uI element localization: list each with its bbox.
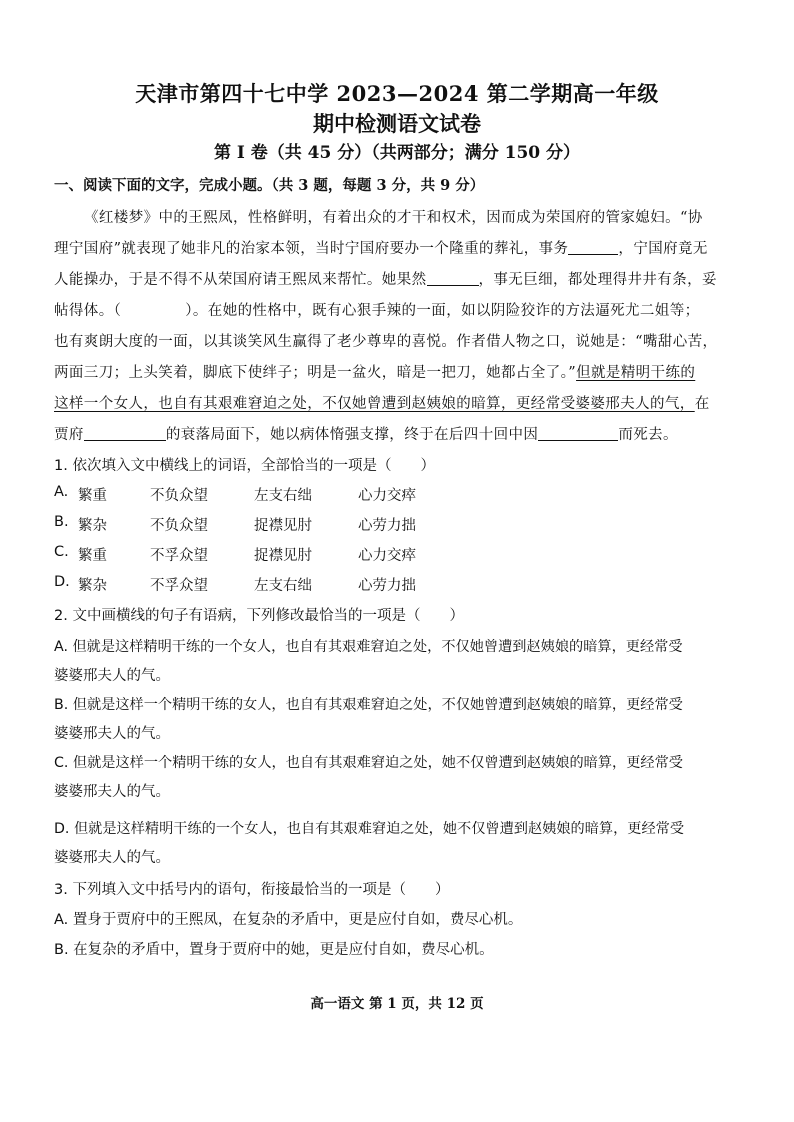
option-word: 心劳力拙 — [358, 578, 416, 594]
q2-option-d[interactable]: D. 但就是这样精明干练的一个女人，也自有其艰难窘迫之处，她不仅曾遭到赵姨娘的暗算，更经常受 — [54, 821, 685, 837]
page-footer: 高一语文 第 1 页，共 12 页 — [310, 996, 484, 1012]
q2-option-a-cont: 婆婆邢夫人的气。 — [54, 668, 170, 684]
option-word: 繁重 — [78, 548, 107, 564]
fill-blank-4 — [538, 426, 618, 441]
passage-text: 两面三刀；上头笑着，脚底下使绊子；明是一盆火，暗是一把刀，她都占全了。” — [54, 365, 577, 381]
question-2-stem: 2. 文中画横线的句子有语病，下列修改最恰当的一项是（ ） — [54, 608, 464, 624]
passage-text: ，事无巨细，都处理得井井有条，妥 — [478, 272, 717, 288]
fill-blank-1 — [568, 240, 618, 255]
passage-text: 在 — [694, 396, 710, 412]
passage-text: 《红楼梦》中的王熙凤，性格鲜明，有着出众的才干和权术，因而成为荣国府的管家媳妇。“协 — [84, 210, 703, 226]
paper-info: 第 I 卷（共 45 分）（共两部分；满分 150 分） — [213, 143, 581, 163]
passage-text: 理宁国府”就表现了她非凡的治家本领，当时宁国府要办一个隆重的葬礼，事务 — [54, 241, 569, 257]
option-word: 左支右绌 — [254, 488, 312, 504]
q2-option-b[interactable]: B. 但就是这样一个精明干练的女人，也自有其艰难窘迫之处，不仅她曾遭到赵姨娘的暗算，更经常受 — [54, 697, 683, 713]
fill-blank-2 — [427, 271, 479, 286]
option-word: 捉襟见肘 — [254, 548, 312, 564]
option-letter: B. — [54, 514, 69, 530]
passage-line-1 — [84, 206, 744, 227]
option-word: 不孚众望 — [150, 548, 208, 564]
option-word: 不负众望 — [150, 518, 208, 534]
passage-text: ）。在她的性格中，既有心狠手辣的一面，如以阴险狡诈的方法逼死尤二姐等； — [185, 303, 700, 319]
question-1-stem: 1. 依次填入文中横线上的词语，全部恰当的一项是（ ） — [54, 458, 435, 474]
option-word: 繁杂 — [78, 518, 107, 534]
option-letter: D. — [54, 574, 70, 590]
passage-line-4 — [54, 299, 744, 320]
passage-text: 贾府 — [54, 427, 84, 443]
option-word: 左支右绌 — [254, 578, 312, 594]
q2-option-c[interactable]: C. 但就是这样一个精明干练的女人，也自有其艰难窘迫之处，她不仅曾遭到赵姨娘的暗算，更经常受 — [54, 755, 683, 771]
option-word: 捉襟见肘 — [254, 518, 312, 534]
underlined-sentence: 这样一个女人，也自有其艰难窘迫之处，不仅她曾遭到赵姨娘的暗算，更经常受婆婆邢夫人的气， — [54, 396, 695, 412]
q2-option-c-cont: 婆婆邢夫人的气。 — [54, 784, 170, 800]
option-word: 不孚众望 — [150, 578, 208, 594]
q3-option-a[interactable]: A. 置身于贾府中的王熙凤，在复杂的矛盾中，更是应付自如，费尽心机。 — [54, 912, 523, 928]
passage-line-5 — [54, 330, 744, 351]
passage-text: ，宁国府竟无 — [618, 241, 708, 257]
passage-line-8 — [54, 423, 744, 444]
passage-line-6 — [54, 361, 744, 382]
fill-blank-3 — [84, 426, 166, 441]
passage-text: 也有爽朗大度的一面，以其谈笑风生赢得了老少尊卑的喜悦。作者借人物之口，说她是：“嘴甜心苦， — [54, 334, 718, 350]
passage-line-3 — [54, 268, 744, 289]
passage-text: 的衰落局面下，她以病体惰强支撑，终于在后四十回中因 — [165, 427, 539, 443]
passage-line-7 — [54, 392, 744, 413]
q3-option-b[interactable]: B. 在复杂的矛盾中，置身于贾府中的她，更是应付自如，费尽心机。 — [54, 942, 494, 958]
option-word: 心劳力拙 — [358, 518, 416, 534]
option-word: 繁重 — [78, 488, 107, 504]
passage-text: 帖得体。（ — [54, 303, 122, 319]
question-3-stem: 3. 下列填入文中括号内的语句，衔接最恰当的一项是（ ） — [54, 882, 450, 898]
option-word: 繁杂 — [78, 578, 107, 594]
option-letter: A. — [54, 484, 69, 500]
q2-option-a[interactable]: A. 但就是这样精明干练的一个女人，也自有其艰难窘迫之处，不仅她曾遭到赵姨娘的暗算，更经常受 — [54, 639, 683, 655]
passage-text: 而死去。 — [618, 427, 678, 443]
option-letter: C. — [54, 544, 69, 560]
q2-option-b-cont: 婆婆邢夫人的气。 — [54, 726, 170, 742]
option-word: 不负众望 — [150, 488, 208, 504]
exam-subtitle: 期中检测语文试卷 — [313, 111, 481, 136]
option-word: 心力交瘁 — [358, 548, 416, 564]
section-heading: 一、阅读下面的文字，完成小题。（共 3 题，每题 3 分，共 9 分） — [54, 177, 485, 194]
q2-option-d-cont: 婆婆邢夫人的气。 — [54, 850, 170, 866]
exam-title: 天津市第四十七中学 2023—2024 第二学期高一年级 — [135, 81, 659, 106]
option-word: 心力交瘁 — [358, 488, 416, 504]
passage-line-2 — [54, 237, 744, 258]
passage-text: 人能操办，于是不得不从荣国府请王熙凤来帮忙。她果然 — [54, 272, 427, 288]
underlined-sentence: 但就是精明干练的 — [576, 365, 696, 381]
